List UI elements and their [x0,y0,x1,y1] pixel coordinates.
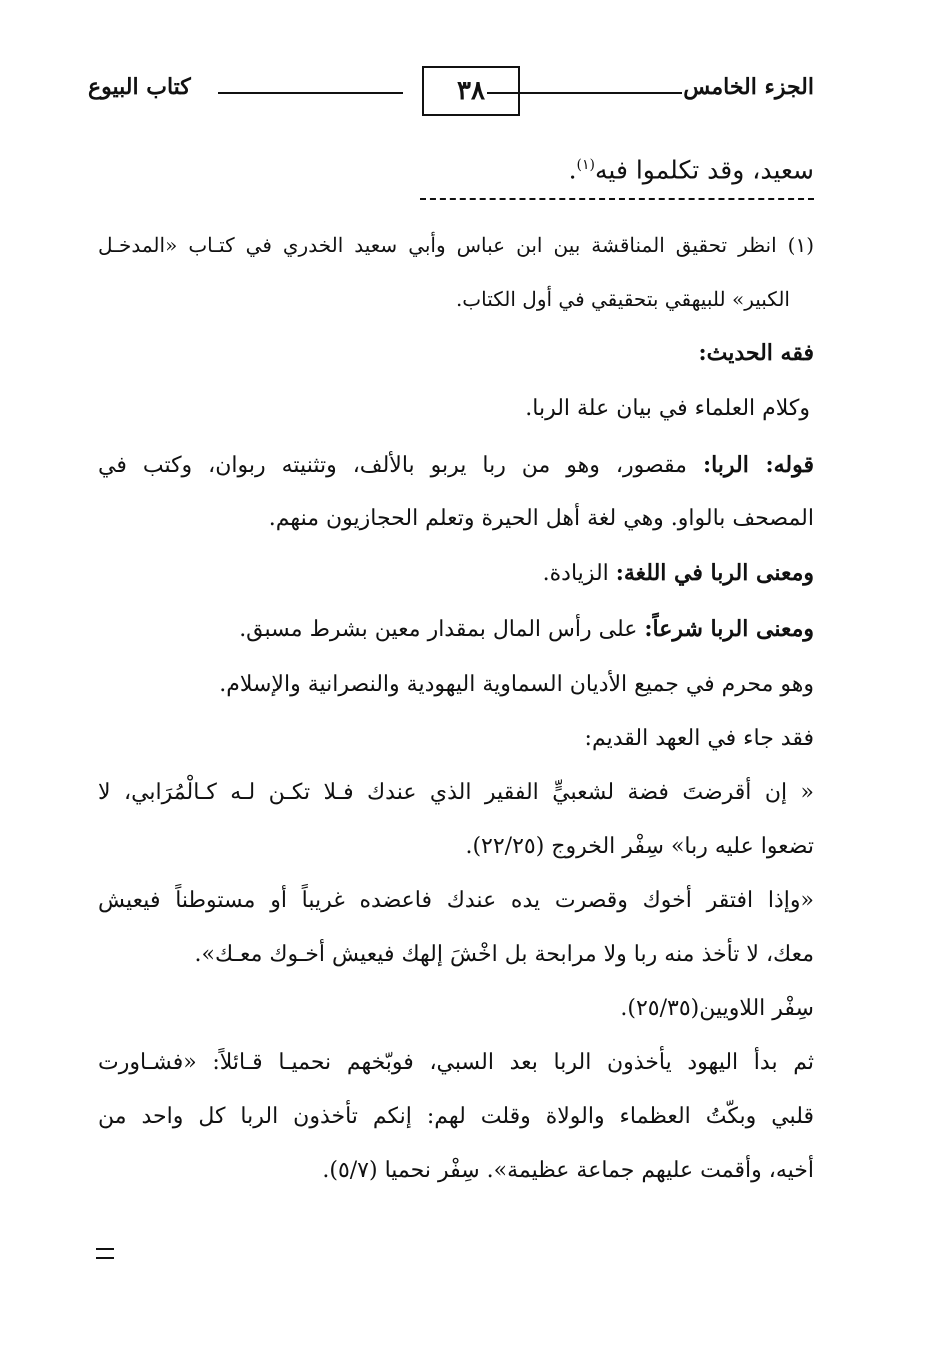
quotation-line: «وإذا افتقر أخوك وقصرت يده عندك فاعضده غريباً أو مستوطناً فيعيش [98,888,814,913]
paragraph [239,612,814,647]
footnote-line: (١) انظر تحقيق المناقشة بين ابن عباس وأبي سعيد الخدري في كتـاب «المدخـل [98,233,814,257]
page-number: ٣٨ [422,66,520,116]
running-header [88,58,814,120]
footnote-marker: (١) [576,157,596,173]
header-rule-left [218,92,403,94]
paragraph: وهو محرم في جميع الأديان السماوية اليهودية والنصرانية والإسلام. [219,672,814,697]
quotation-line: ثم بدأ اليهود يأخذون الربا بعد السبي، فوبّخهم نحميـا قـائلاً: «فشـاورت [98,1050,814,1075]
continued-text: سعيد، وقد تكلموا فيه [595,155,814,185]
quotation-line: تضعوا عليه ربا» سِفْر الخروج (٢٢/٢٥). [465,834,814,859]
continued-text-end: . [568,155,577,185]
paragraph [98,448,814,483]
term-label: ومعنى الربا شرعاً: [644,616,814,642]
continuation-mark [96,1248,114,1259]
book-title: كتاب البيوع [88,74,191,100]
section-heading-text: فقه الحديث: [698,340,814,366]
footnote-separator [420,198,814,200]
quotation-line: سِفْر اللاويين(٢٥/٣٥). [620,996,814,1021]
quotation-line: « إن أقرضتَ فضة لشعبيٍّ الفقير الذي عندك فـلا تكـن لـه كـالْمُرَابي، لا [98,780,814,805]
section-heading [698,336,814,371]
quotation-line: معك، لا تأخذ منه ربا ولا مرابحة بل اخْشَ إلهك فيعيش أخـوك معـك». [194,942,814,967]
paragraph-text: الزيادة. [542,561,616,586]
paragraph-text: على رأس المال بمقدار معين بشرط مسبق. [239,617,645,642]
footnote-line: الكبير» للبيهقي بتحقيقي في أول الكتاب. [455,287,790,311]
volume-label: الجزء الخامس [683,74,814,100]
paragraph: فقد جاء في العهد القديم: [584,726,814,751]
paragraph-line: المصحف بالواو. وهي لغة أهل الحيرة وتعلم الحجازيون منهم. [268,506,814,531]
paragraph-text: مقصور، وهو من ربا يربو بالألف، وتثنيته ربوان، وكتب في [98,453,703,478]
continued-text-line [569,148,814,187]
quotation-line: قلبي وبكّتُ العظماء والولاة وقلت لهم: إنكم تأخذون الربا كل واحد من [98,1104,814,1129]
quotation-line: أخيه، وأقمت عليهم جماعة عظيمة». سِفْر نحميا (٥/٧). [322,1158,814,1183]
term-label: قوله: الربا: [702,452,815,478]
paragraph: وكلام العلماء في بيان علة الربا. [525,396,810,421]
term-label: ومعنى الربا في اللغة: [615,560,814,586]
paragraph [543,556,814,591]
